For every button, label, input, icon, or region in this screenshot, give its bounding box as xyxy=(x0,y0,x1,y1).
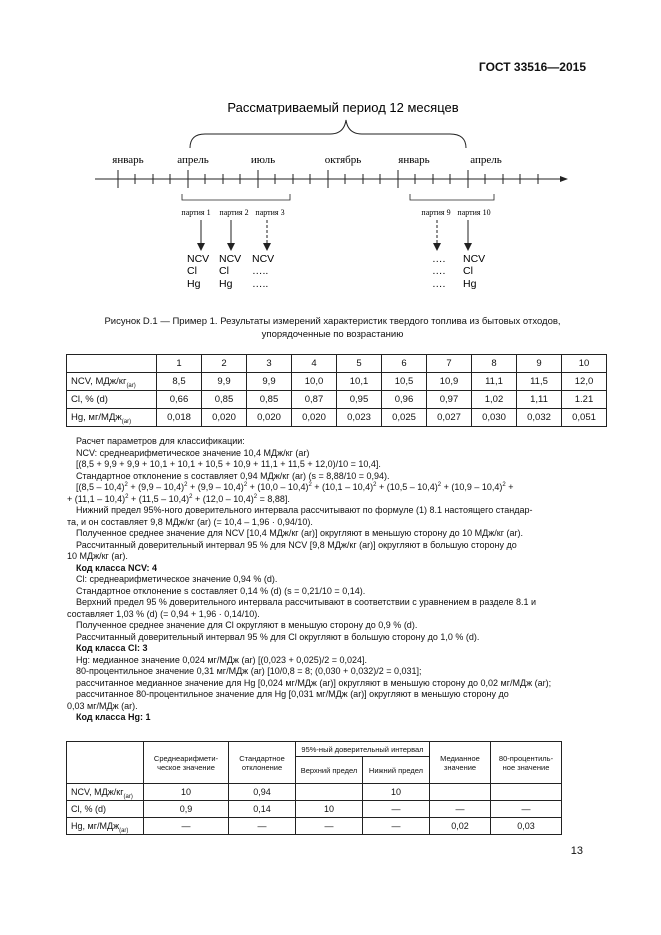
table-row: Hg, мг/МДж$_{(ar)}$ 0,018 0,020 0,020 0,020 0,023 0,025 0,027 0,030 0,032 0,051 xyxy=(67,409,607,427)
batch-label: партия 10 xyxy=(457,208,491,217)
batch-label: партия 2 xyxy=(219,208,249,217)
arrowheads xyxy=(197,243,472,251)
dots: ….. xyxy=(252,278,269,290)
ncv-label: NCV xyxy=(252,253,275,265)
period-brace xyxy=(190,120,466,148)
cl-label: Cl xyxy=(463,265,473,277)
variance-line-1: [(8,5 – 10,4)$^2$ + (9,9 – 10,4)$^2$ + (9,9 – 10,4)$^2$ + (10,0 – 10,4)$^2$ + (10,1 – 10,4)$^2$ + (10,5 – 10,4)$^2$ + (10,9 – 10,4)$^2$ + xyxy=(76,482,514,492)
calculation-text: Расчет параметров для классификации: NCV: среднеарифметическое значение 10,4 МДж/кг (ar) [(8,5 + 9,9 + 9,9 + 10,1 + 10,1 + 10,5 + 10,9 + 11,1 + 11,5 + 12,0)/10 = 10,4]. Стандартное отклонение s составляет 0,94 МДж/кг (ar) (s = 8,88/10 = 0,94). [(8,5 – 10,4)$^2$ + (9,9 – 10,4)$^2$ + (9,9 – 10,4)$^2$ + (10,0 – 10,4)$^2$ + (10,1 – 10,4)$^2$ + (10,5 – 10,4)$^2$ + (10,9 – 10,4)$^2$ + + (11,1 – 10,4)$^2$ + (11,5 – 10,4)$^2$ + (12,0 – 10,4)$^2$ = 8,88]. Нижний предел 95%-ного доверительного интервала рассчитывают по формуле (1) 8.1 настоящего стандар- та, и он составляет 9,8 МДж/кг (ar) (= 10,4 – 1,96 · 0,94/10). Полученное среднее значение для NCV [10,4 МДж/кг (ar)] округляют в меньшую сторону до 10 МДж/кг (ar). Рассчитанный доверительный интервал 95 % для NCV [9,8 МДж/кг (ar)] округляют в большую сторону до 10 МДж/кг (ar). Код класса NCV: 4 Cl: среднеарифметическое значение 0,94 % (d). Стандартное отклонение s составляет 0,14 % (d) (s = 0,21/10 = 0,14). Верхний предел 95 % доверительного интервала рассчитывают в соответствии с уравнением в разделе 8.1 и составляет 1,03 % (d) (= 0,94 + 1,96 · 0,14/10). Полученное среднее значение для Cl округляют в меньшую сторону до 0,9 % (d). Рассчитанный доверительный интервал 95 % для Cl округляют в большую сторону до 1,0 % (d). Код класса Cl: 3 Hg: медианное значение 0,024 мг/МДж (ar) [(0,023 + 0,025)/2 = 0,024]. 80-процентильное значение 0,31 мг/МДж (ar) [10/0,8 = 8; (0,030 + 0,032)/2 = 0,031]; рассчитанное медианное значение для Hg [0,024 мг/МДж (ar)] округляют в меньшую сторону до 0,02 мг/МДж (ar); рассчитанное 80-процентильное значение для Hg [0,031 мг/МДж (ar)] округляют в меньшую сторону до 0,03 мг/МДж (ar). Код класса Hg: 1 xyxy=(76,436,586,724)
page-number: 13 xyxy=(570,845,583,857)
class-code-ncv: Код класса NCV: 4 xyxy=(76,562,158,573)
batch-arrows xyxy=(201,220,468,245)
figure-caption: Рисунок D.1 — Пример 1. Результаты измерений характеристик твердого топлива из бытовых отходов, упорядоченные по возрастанию xyxy=(104,316,561,340)
ncv-label: NCV xyxy=(187,253,210,265)
month-label: январь xyxy=(398,154,430,166)
axis-arrowhead xyxy=(560,176,568,182)
timeline-figure xyxy=(0,90,661,300)
ncv-label: NCV xyxy=(463,253,486,265)
measurements-table xyxy=(66,354,607,427)
class-code-hg: Код класса Hg: 1 xyxy=(76,712,151,722)
cl-label: Cl xyxy=(187,265,197,277)
dots: …. xyxy=(432,278,446,290)
month-label: июль xyxy=(250,154,276,166)
month-label: апрель xyxy=(470,154,502,166)
batch-label: партия 9 xyxy=(421,208,451,217)
dots: …. xyxy=(432,253,446,265)
variance-line-2: + (11,1 – 10,4)$^2$ + (11,5 – 10,4)$^2$ + (12,0 – 10,4)$^2$ = 8,88]. xyxy=(67,493,290,504)
table-row: NCV, МДж/$кг_{(ar)}$ 10 0,94 10 xyxy=(67,784,562,801)
batch-label: партия 3 xyxy=(255,208,285,217)
hg-label: Hg xyxy=(219,278,233,290)
dots: …. xyxy=(432,265,446,277)
summary-table: Среднеарифмети-ческое значение Стандартное отклонение 95%-ный доверительный интервал Медианное значение 80-процентиль-ное значение Верхний предел Нижний предел NCV, МДж/$кг_{(ar)}$ 10 0,94 10 Cl, % (d) 0,9 0,14 10 — — — Hg, мг/МДж$_{(ar)}$ — — — — 0,02 0,03 xyxy=(66,741,562,835)
table-row: Cl, % (d) 0,9 0,14 10 — — — xyxy=(67,801,562,818)
table-row: Hg, мг/МДж$_{(ar)}$ — — — — 0,02 0,03 xyxy=(67,818,562,835)
batch-brackets xyxy=(182,194,494,200)
ncv-label: NCV xyxy=(219,253,242,265)
standard-header: ГОСТ 33516—2015 xyxy=(478,60,586,74)
table-row: NCV, МДж/$кг_{(ar)}$ 8,5 9,9 9,9 10,0 10,1 10,5 10,9 11,1 11,5 12,0 xyxy=(67,373,607,391)
month-label: апрель xyxy=(177,154,209,166)
cl-label: Cl xyxy=(219,265,229,277)
table-row: Cl, % (d) 0,66 0,85 0,85 0,87 0,95 0,96 0,97 1,02 1,11 1.21 xyxy=(67,391,607,409)
month-label: октябрь xyxy=(324,154,362,166)
month-label: январь xyxy=(112,154,144,166)
dots: ….. xyxy=(252,265,269,277)
figure-title: Рассматриваемый период 12 месяцев xyxy=(227,100,459,115)
hg-label: Hg xyxy=(463,278,477,290)
batch-label: партия 1 xyxy=(181,208,211,217)
class-code-cl: Код класса Cl: 3 xyxy=(76,643,148,653)
hg-label: Hg xyxy=(187,278,201,290)
table-header-row: 1 2 3 4 5 6 7 8 9 10 xyxy=(67,355,607,373)
